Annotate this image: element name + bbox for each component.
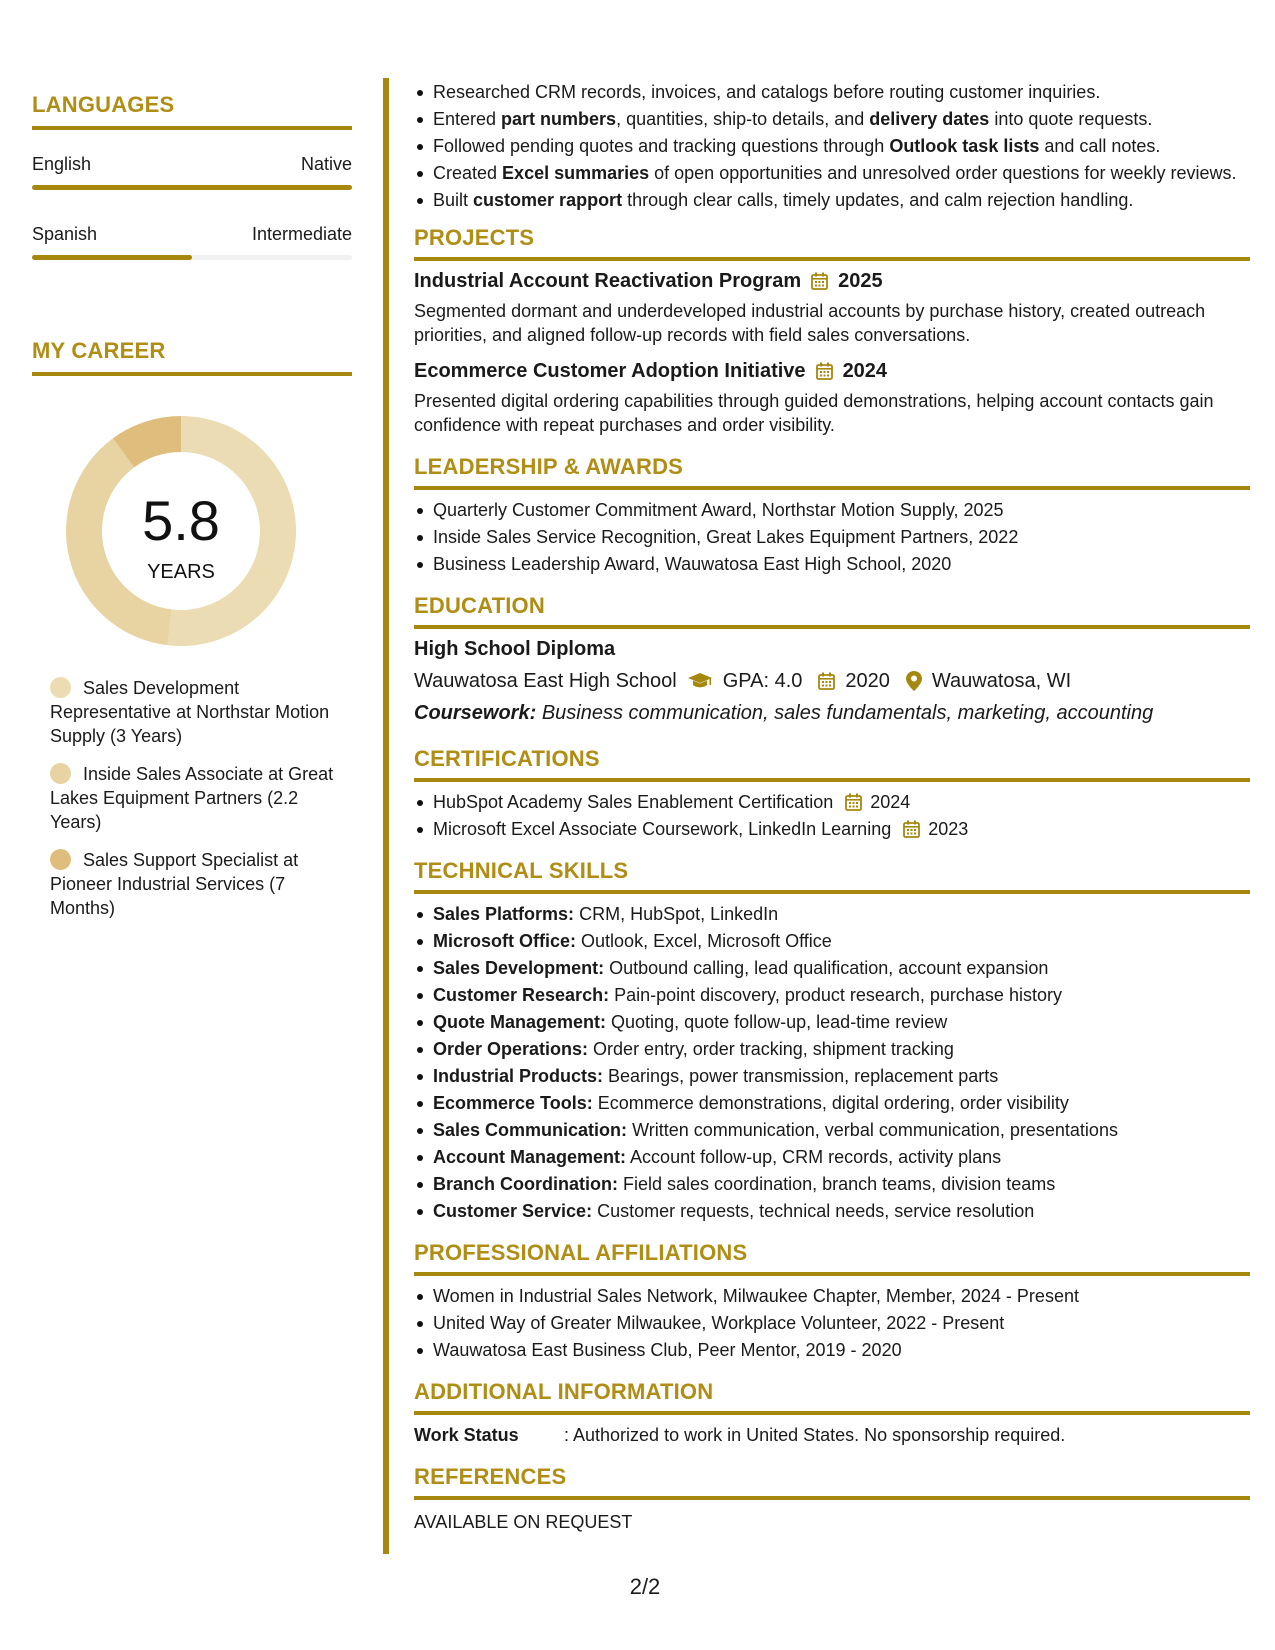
bullet-text: Researched CRM records, invoices, and catalogs before routing customer inquiries.: [433, 82, 1101, 102]
skill-value: Outlook, Excel, Microsoft Office: [581, 931, 832, 951]
career-legend: [50, 676, 340, 920]
bullet-keyword: delivery dates: [869, 109, 990, 129]
bullet-text: and call notes.: [1039, 136, 1161, 156]
language-item: [32, 224, 352, 260]
graduation-cap-icon: [687, 672, 713, 690]
project-item: [414, 359, 1250, 437]
references-heading: REFERENCES: [414, 1464, 567, 1489]
certification-item: [414, 790, 1250, 814]
project-description: Segmented dormant and underdeveloped industrial accounts by purchase history, created outreach priorities, and aligned follow-up records with field sales conversations.: [414, 301, 1206, 345]
skill-value: Outbound calling, lead qualification, account expansion: [609, 958, 1049, 978]
education-coursework: [414, 701, 1250, 725]
skill-label: Microsoft Office:: [433, 931, 577, 951]
certifications-heading: CERTIFICATIONS: [414, 746, 600, 771]
project-year: 2024: [842, 360, 888, 382]
skill-item: [414, 1064, 1250, 1088]
affiliation-item: Women in Industrial Sales Network, Milwaukee Chapter, Member, 2024 - Present: [414, 1284, 1250, 1308]
education-heading: EDUCATION: [414, 593, 545, 618]
skill-label: Sales Communication:: [433, 1120, 628, 1140]
education-details: [414, 669, 1250, 693]
section-rule: [414, 486, 1250, 490]
career-total: [66, 416, 296, 646]
education-school: Wauwatosa East High School: [414, 670, 677, 692]
language-name: English: [32, 154, 92, 174]
section-rule: [414, 257, 1250, 261]
skill-item: [414, 1145, 1250, 1169]
skill-value: Written communication, verbal communication, presentations: [632, 1120, 1118, 1140]
skill-label: Ecommerce Tools:: [433, 1093, 593, 1113]
skill-value: Field sales coordination, branch teams, division teams: [623, 1174, 1056, 1194]
skill-item: [414, 929, 1250, 953]
experience-bullet: [414, 107, 1250, 131]
experience-bullet: [414, 188, 1250, 212]
language-proficiency-fill: [32, 185, 352, 190]
projects-heading: PROJECTS: [414, 225, 535, 250]
skill-value: Pain-point discovery, product research, purchase history: [614, 985, 1062, 1005]
section-rule: [414, 1272, 1250, 1276]
certification-name: HubSpot Academy Sales Enablement Certification: [433, 792, 834, 812]
affiliation-item: United Way of Greater Milwaukee, Workplace Volunteer, 2022 - Present: [414, 1311, 1250, 1335]
skill-value: Ecommerce demonstrations, digital ordering, order visibility: [597, 1093, 1069, 1113]
skills-list: [414, 902, 1250, 1223]
education-gpa: GPA: 4.0: [722, 670, 803, 692]
section-rule: [414, 778, 1250, 782]
skill-label: Sales Development:: [433, 958, 605, 978]
certification-item: [414, 817, 1250, 841]
additional-info-heading: ADDITIONAL INFORMATION: [414, 1379, 714, 1404]
career-total-unit: YEARS: [147, 561, 215, 583]
legend-item: [50, 676, 340, 748]
education-degree: High School Diploma: [414, 638, 616, 660]
calendar-icon: [903, 820, 920, 838]
sidebar: [32, 92, 352, 934]
skill-label: Order Operations:: [433, 1039, 589, 1059]
bullet-text: Followed pending quotes and tracking questions through: [433, 136, 890, 156]
language-proficiency-bar: [32, 255, 352, 260]
award-item: Inside Sales Service Recognition, Great Lakes Equipment Partners, 2022: [414, 525, 1250, 549]
skill-label: Quote Management:: [433, 1012, 607, 1032]
bullet-text: of open opportunities and unresolved order questions for weekly reviews.: [649, 163, 1237, 183]
skill-item: [414, 1118, 1250, 1142]
legend-label: Sales Support Specialist at Pioneer Industrial Services (7 Months): [50, 850, 299, 918]
bullet-text: Entered: [433, 109, 502, 129]
affiliations-list: [414, 1284, 1250, 1362]
section-rule: [414, 625, 1250, 629]
main-column: [414, 80, 1250, 1534]
skill-item: [414, 1172, 1250, 1196]
bullet-keyword: part numbers: [501, 109, 617, 129]
project-name: Ecommerce Customer Adoption Initiative: [414, 360, 806, 382]
legend-dot: [50, 677, 71, 698]
experience-bullets: [414, 80, 1250, 212]
award-item: Business Leadership Award, Wauwatosa East High School, 2020: [414, 552, 1250, 576]
section-rule: [414, 1496, 1250, 1500]
languages-heading: LANGUAGES: [32, 92, 175, 117]
calendar-icon: [818, 672, 835, 690]
legend-item: [50, 848, 340, 920]
bullet-keyword: customer rapport: [473, 190, 623, 210]
skill-item: [414, 902, 1250, 926]
skills-heading: TECHNICAL SKILLS: [414, 858, 629, 883]
legend-dot: [50, 763, 71, 784]
section-rule: [414, 890, 1250, 894]
coursework-text: Business communication, sales fundamentals, marketing, accounting: [541, 702, 1154, 724]
project-name: Industrial Account Reactivation Program: [414, 270, 802, 292]
calendar-icon: [816, 362, 833, 380]
language-level: Native: [300, 154, 352, 174]
project-year: 2025: [838, 270, 883, 292]
language-proficiency-fill: [32, 255, 192, 260]
award-item: Quarterly Customer Commitment Award, Northstar Motion Supply, 2025: [414, 498, 1250, 522]
skill-value: Account follow-up, CRM records, activity plans: [630, 1147, 1002, 1167]
affiliation-item: Wauwatosa East Business Club, Peer Mentor, 2019 - 2020: [414, 1338, 1250, 1362]
references-value: AVAILABLE ON REQUEST: [414, 1512, 633, 1532]
skill-label: Industrial Products:: [433, 1066, 604, 1086]
skill-label: Sales Platforms:: [433, 904, 575, 924]
skill-item: [414, 1091, 1250, 1115]
calendar-icon: [811, 272, 828, 290]
leadership-heading: LEADERSHIP & AWARDS: [414, 454, 684, 479]
bullet-keyword: Outlook task lists: [889, 136, 1040, 156]
skill-item: [414, 1037, 1250, 1061]
education-location: Wauwatosa, WI: [931, 670, 1072, 692]
bullet-text: Created: [433, 163, 503, 183]
project-description: Presented digital ordering capabilities through guided demonstrations, helping account contacts gain confidence with repeat purchases and order visibility.: [414, 391, 1214, 435]
bullet-text: Built: [433, 190, 474, 210]
certification-name: Microsoft Excel Associate Coursework, LinkedIn Learning: [433, 819, 892, 839]
legend-label: Sales Development Representative at Northstar Motion Supply (3 Years): [50, 678, 330, 746]
skill-label: Customer Research:: [433, 985, 610, 1005]
skill-item: [414, 956, 1250, 980]
bullet-keyword: Excel summaries: [502, 163, 650, 183]
career-heading: MY CAREER: [32, 338, 166, 363]
leadership-list: [414, 498, 1250, 576]
affiliations-heading: PROFESSIONAL AFFILIATIONS: [414, 1240, 748, 1265]
experience-bullet: [414, 161, 1250, 185]
work-status-label: Work Status: [414, 1425, 519, 1445]
coursework-label: Coursework:: [414, 702, 537, 724]
language-level: Intermediate: [251, 224, 352, 244]
bullet-text: through clear calls, timely updates, and calm rejection handling.: [622, 190, 1134, 210]
section-rule: [414, 1411, 1250, 1415]
location-pin-icon: [906, 671, 922, 691]
skill-value: Bearings, power transmission, replacement parts: [608, 1066, 999, 1086]
work-status-value: : Authorized to work in United States. No sponsorship required.: [564, 1425, 1066, 1445]
bullet-text: into quote requests.: [989, 109, 1153, 129]
skill-label: Branch Coordination:: [433, 1174, 618, 1194]
education-year: 2020: [845, 670, 890, 692]
legend-dot: [50, 849, 71, 870]
legend-label: Inside Sales Associate at Great Lakes Equipment Partners (2.2 Years): [50, 764, 334, 832]
career-donut-chart: [66, 416, 296, 646]
skill-value: Order entry, order tracking, shipment tracking: [593, 1039, 954, 1059]
bullet-text: , quantities, ship-to details, and: [616, 109, 870, 129]
experience-bullet: [414, 80, 1250, 104]
language-item: [32, 154, 352, 190]
skill-item: [414, 983, 1250, 1007]
legend-item: [50, 762, 340, 834]
section-rule: [32, 372, 352, 376]
project-item: [414, 269, 1250, 347]
career-total-value: 5.8: [142, 489, 220, 552]
skill-value: Customer requests, technical needs, service resolution: [597, 1201, 1035, 1221]
certifications-list: [414, 790, 1250, 841]
experience-bullet: [414, 134, 1250, 158]
page-number: 2/2: [629, 1574, 661, 1599]
section-rule: [32, 126, 352, 130]
skill-label: Account Management:: [433, 1147, 627, 1167]
certification-year: 2023: [928, 819, 969, 839]
column-divider: [383, 78, 389, 1554]
calendar-icon: [845, 793, 862, 811]
skill-item: [414, 1010, 1250, 1034]
language-name: Spanish: [32, 224, 98, 244]
work-status-row: [414, 1423, 1250, 1447]
skill-label: Customer Service:: [433, 1201, 593, 1221]
skill-value: Quoting, quote follow-up, lead-time review: [611, 1012, 948, 1032]
skill-item: [414, 1199, 1250, 1223]
language-proficiency-bar: [32, 185, 352, 190]
skill-value: CRM, HubSpot, LinkedIn: [579, 904, 779, 924]
certification-year: 2024: [870, 792, 911, 812]
